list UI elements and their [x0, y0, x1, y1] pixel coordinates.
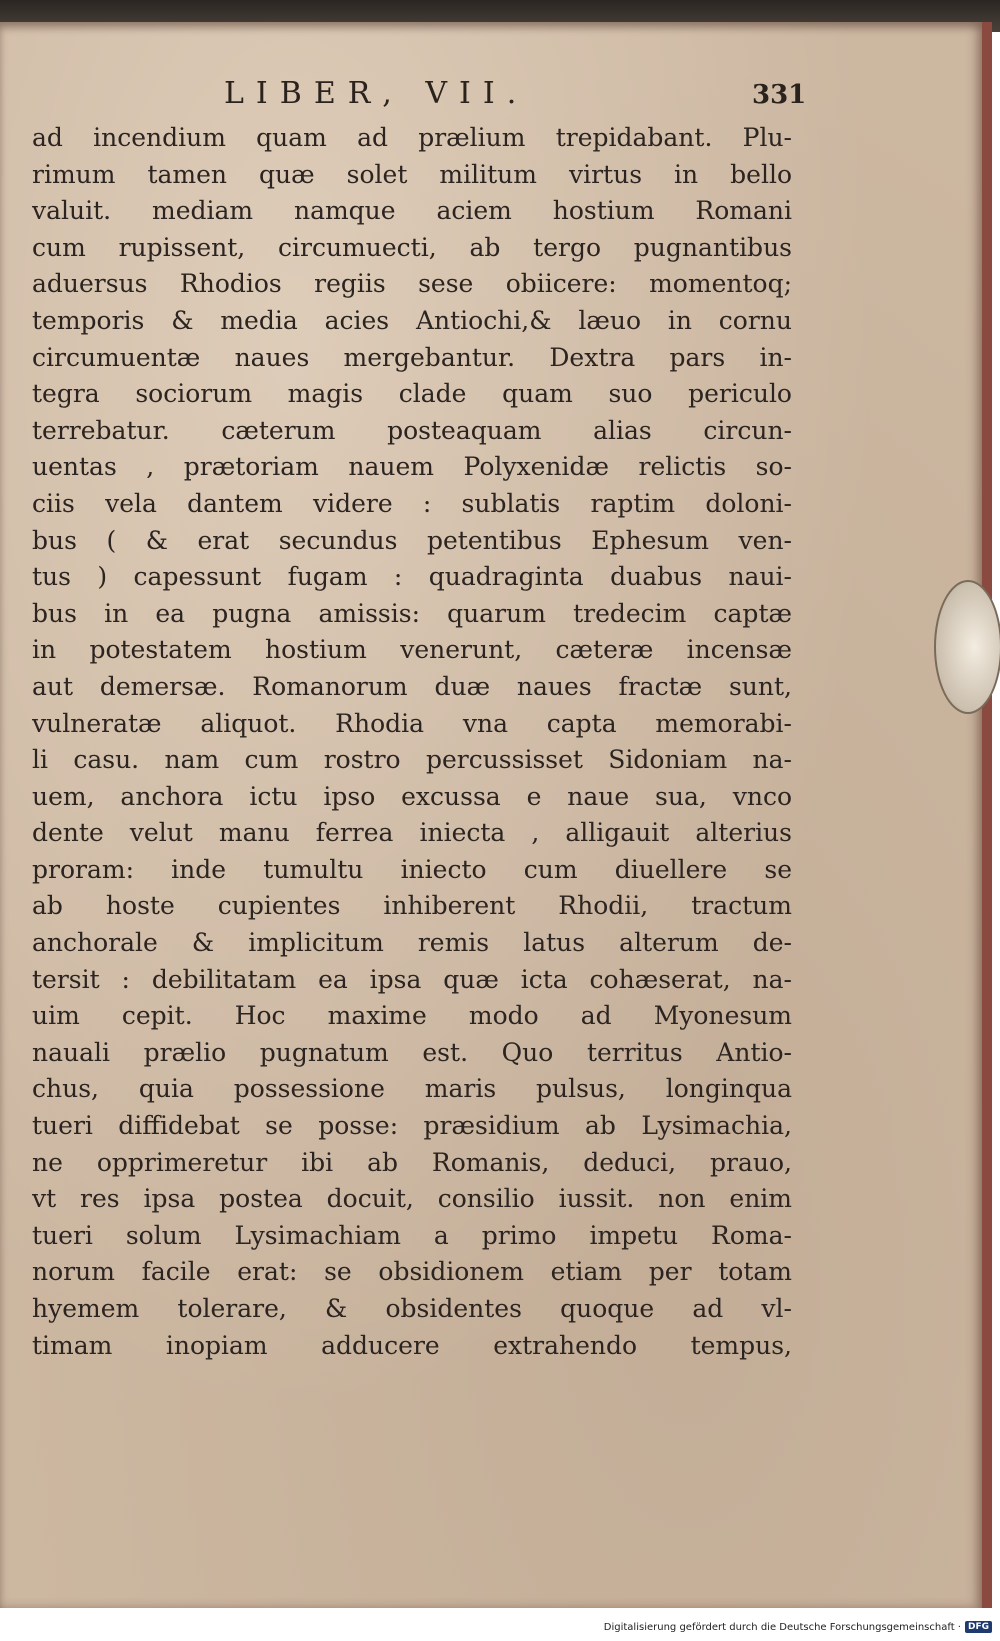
text-line: uim cepit. Hoc maxime modo ad Myonesum	[32, 1001, 792, 1031]
text-line: chus, quia possessione maris pulsus, longinqua	[32, 1074, 792, 1104]
text-line: valuit. mediam namque aciem hostium Romani	[32, 196, 792, 226]
text-line: ab hoste cupientes inhiberent Rhodii, tractum	[32, 891, 792, 921]
text-line: temporis & media acies Antiochi,& læuo in cornu	[32, 305, 792, 335]
text-line: tueri diffidebat se posse: præsidium ab Lysimachia,	[32, 1111, 792, 1141]
text-line: ciis vela dantem videre : sublatis raptim doloni-	[32, 488, 792, 518]
credit-text: Digitalisierung gefördert durch die Deutsche Forschungsgemeinschaft ·	[603, 1621, 961, 1633]
text-line: tueri solum Lysimachiam a primo impetu Roma-	[32, 1220, 792, 1250]
digitization-credit	[604, 1621, 992, 1633]
text-line: timam inopiam adducere extrahendo tempus,	[32, 1330, 792, 1360]
running-head	[0, 76, 982, 116]
text-line: bus in ea pugna amissis: quarum tredecim captæ	[32, 598, 792, 628]
running-title: LIBER, VII.	[224, 76, 529, 111]
text-line: vt res ipsa postea docuit, consilio iussit. non enim	[32, 1184, 792, 1214]
page-number: 331	[752, 80, 807, 110]
text-line: circumuentæ naues mergebantur. Dextra pars in-	[32, 342, 792, 372]
text-line: vulneratæ aliquot. Rhodia vna capta memorabi-	[32, 708, 792, 738]
text-line: cum rupissent, circumuecti, ab tergo pugnantibus	[32, 232, 792, 262]
text-line: dente velut manu ferrea iniecta , alligauit alterius	[32, 818, 792, 848]
text-line: uentas , prætoriam nauem Polyxenidæ relictis so-	[32, 452, 792, 482]
text-line: tus ) capessunt fugam : quadraginta duabus naui-	[32, 562, 792, 592]
text-line: uem, anchora ictu ipso excussa e naue sua, vnco	[32, 781, 792, 811]
body-text	[32, 120, 792, 1364]
text-line: proram: inde tumultu iniecto cum diuellere se	[32, 854, 792, 884]
text-line: bus ( & erat secundus petentibus Ephesum ven-	[32, 525, 792, 555]
dfg-logo: DFG	[965, 1621, 992, 1633]
book-clasp	[934, 580, 1000, 714]
text-line: anchorale & implicitum remis latus alterum de-	[32, 928, 792, 958]
text-line: hyemem tolerare, & obsidentes quoque ad vl-	[32, 1294, 792, 1323]
text-line: nauali prælio pugnatum est. Quo territus Antio-	[32, 1037, 792, 1067]
text-line: rimum tamen quæ solet militum virtus in bello	[32, 159, 792, 189]
text-line: norum facile erat: se obsidionem etiam per totam	[32, 1257, 792, 1287]
text-line: tegra sociorum magis clade quam suo periculo	[32, 379, 792, 409]
text-line: aut demersæ. Romanorum duæ naues fractæ sunt,	[32, 671, 792, 701]
text-line: li casu. nam cum rostro percussisset Sidoniam na-	[32, 745, 792, 775]
text-line: ne opprimeretur ibi ab Romanis, deduci, prauo,	[32, 1147, 792, 1177]
text-line: in potestatem hostium venerunt, cæteræ incensæ	[32, 635, 792, 665]
text-line: aduersus Rhodios regiis sese obiicere: momentoq;	[32, 269, 792, 299]
text-line: tersit : debilitatam ea ipsa quæ icta cohæserat, na-	[32, 964, 792, 994]
text-line: terrebatur. cæterum posteaquam alias circun-	[32, 415, 792, 445]
text-line: ad incendium quam ad prælium trepidabant. Plu-	[32, 123, 792, 152]
